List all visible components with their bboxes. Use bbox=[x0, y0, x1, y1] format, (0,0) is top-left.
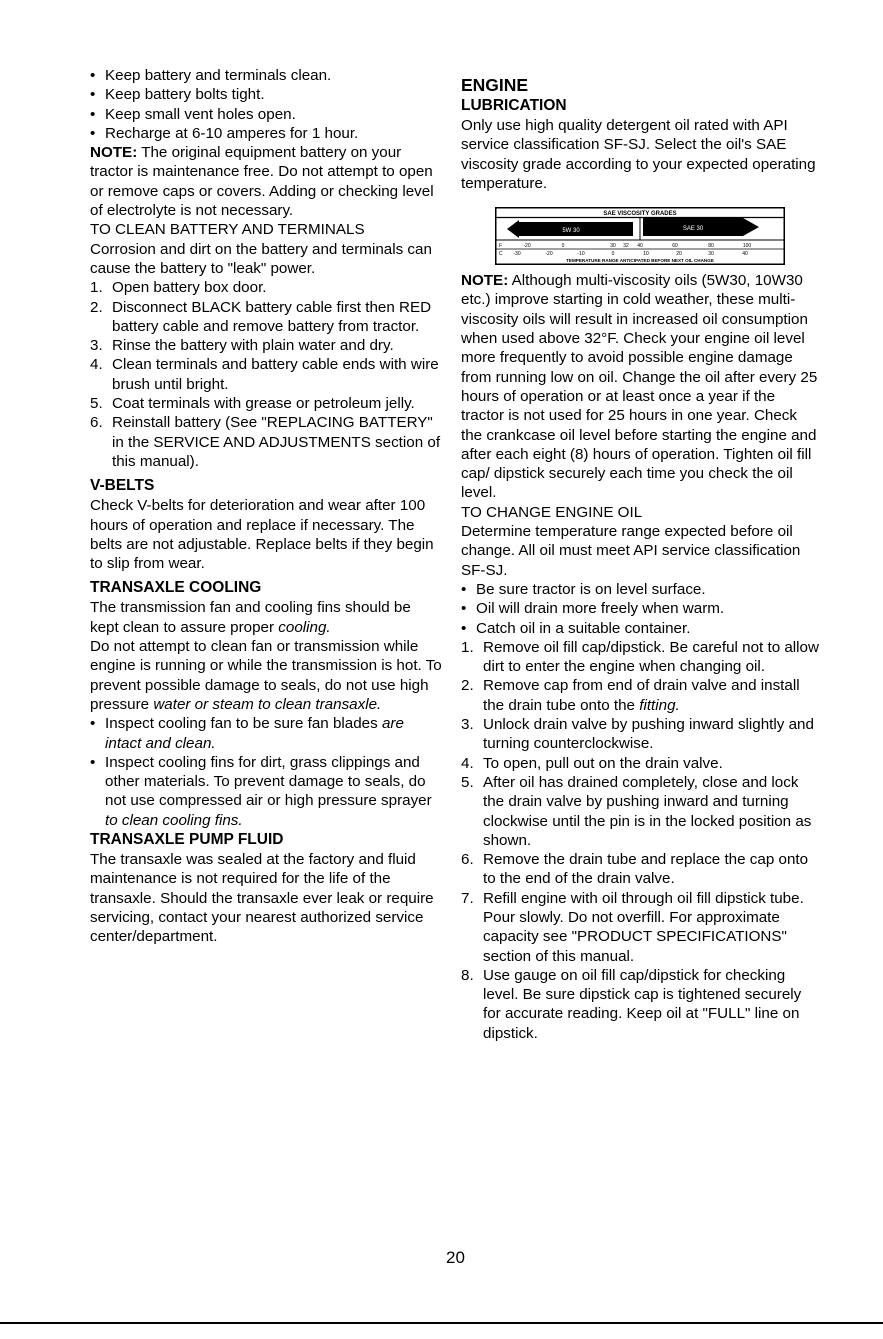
c-tick: 40 bbox=[742, 251, 748, 258]
step-text: Unlock drain valve by pushing inward slightly and turning counterclockwise. bbox=[483, 716, 814, 753]
change-oil-heading: TO CHANGE ENGINE OIL bbox=[461, 503, 643, 521]
list-item bbox=[90, 413, 442, 471]
step-number: 4. bbox=[461, 754, 474, 772]
viscosity-chart-svg bbox=[495, 207, 785, 265]
clean-battery-heading: TO CLEAN BATTERY AND TERMINALS bbox=[90, 221, 365, 239]
f-tick: 80 bbox=[708, 243, 714, 250]
step-text: Reinstall battery (See "REPLACING BATTERY" in the SERVICE AND ADJUSTMENTS section of this manual). bbox=[112, 414, 441, 470]
step-text: After oil has drained completely, close and lock the drain valve by pushing inward and turning clockwise until the pin is in the locked position as shown. bbox=[483, 773, 812, 849]
step-number: 3. bbox=[90, 337, 103, 355]
step-text: Remove the drain tube and replace the cap onto to the end of the drain valve. bbox=[483, 851, 809, 888]
step-number: 7. bbox=[461, 889, 474, 907]
step-number: 5. bbox=[461, 773, 474, 791]
list-item bbox=[461, 638, 821, 677]
c-tick: 0 bbox=[611, 251, 615, 258]
transaxle-cooling-heading: TRANSAXLE COOLING bbox=[90, 579, 262, 597]
c-tick: -20 bbox=[545, 251, 553, 258]
f-tick: -20 bbox=[523, 243, 531, 250]
step-number: 2. bbox=[461, 677, 474, 695]
item-italic: to clean cooling fins. bbox=[105, 811, 243, 829]
step-number: 2. bbox=[90, 298, 103, 316]
grade-label-5w30: 5W 30 bbox=[562, 228, 580, 235]
step-number: 4. bbox=[90, 356, 103, 374]
c-tick: -10 bbox=[577, 251, 585, 258]
f-tick: 100 bbox=[742, 243, 752, 250]
c-scale-label: C bbox=[499, 251, 503, 258]
lubrication-text: Only use high quality detergent oil rated with API service classification SF-SJ. Select the oil's SAE viscosity grade according to your expected operating temperature. bbox=[461, 117, 816, 192]
step-text: Rinse the battery with plain water and dry. bbox=[112, 337, 394, 355]
item-text: Inspect cooling fins for dirt, grass clippings and other materials. To prevent damage to seals, do not use compressed air or high pressure sprayer bbox=[105, 753, 432, 810]
cooling-text-1 bbox=[90, 598, 442, 637]
note-label: NOTE: bbox=[90, 144, 138, 162]
cooling-text-1-main: The transmission fan and cooling fins should be kept clean to assure proper bbox=[90, 599, 411, 636]
list-item bbox=[90, 753, 442, 830]
vbelts-heading: V-BELTS bbox=[90, 477, 155, 495]
list-item bbox=[461, 676, 821, 715]
cooling-text-2-italic: water or steam to clean transaxle. bbox=[153, 695, 382, 713]
clean-battery-steps bbox=[90, 278, 442, 471]
step-text: Remove oil fill cap/dipstick. Be careful not to allow dirt to enter the engine when changing oil. bbox=[483, 638, 819, 676]
cooling-text-2-main: Do not attempt to clean fan or transmission while engine is running or while the transmission is hot. To prevent possible damage to seals, do not use high pressure bbox=[90, 638, 442, 713]
list-item: • Catch oil in a suitable container. bbox=[461, 619, 821, 638]
list-item bbox=[90, 714, 442, 753]
grade-label-sae30: SAE 30 bbox=[682, 226, 704, 233]
pump-fluid-heading: TRANSAXLE PUMP FLUID bbox=[90, 830, 284, 848]
cooling-list bbox=[90, 714, 442, 830]
list-item bbox=[461, 754, 821, 773]
cooling-text-2 bbox=[90, 637, 442, 714]
list-item: • Recharge at 6-10 amperes for 1 hour. bbox=[90, 124, 442, 143]
c-tick: -30 bbox=[513, 251, 521, 258]
list-item bbox=[461, 850, 821, 889]
battery-note bbox=[90, 143, 442, 220]
list-item bbox=[90, 298, 442, 337]
list-item bbox=[90, 355, 442, 394]
step-text: Disconnect BLACK battery cable first then RED battery cable and remove battery from tractor. bbox=[112, 298, 432, 335]
list-item bbox=[90, 336, 442, 355]
item-italic: are intact and clean. bbox=[105, 715, 404, 752]
list-item: • Oil will drain more freely when warm. bbox=[461, 599, 821, 618]
f-scale-label: F bbox=[499, 243, 503, 250]
f-tick: 30 bbox=[610, 243, 616, 250]
step-number: 1. bbox=[461, 638, 474, 656]
lubrication-heading: LUBRICATION bbox=[461, 97, 567, 114]
list-item bbox=[461, 715, 821, 754]
step-number: 6. bbox=[461, 851, 474, 869]
list-item bbox=[461, 889, 821, 966]
f-tick: 40 bbox=[637, 243, 643, 250]
right-column bbox=[461, 66, 821, 1043]
list-item: • Be sure tractor is on level surface. bbox=[461, 580, 821, 599]
f-tick: 32 bbox=[623, 243, 629, 250]
list-item bbox=[90, 394, 442, 413]
step-text: Use gauge on oil fill cap/dipstick for checking level. Be sure dipstick cap is tightened securely for accurate reading. Keep oil at "FULL" line on dipstick. bbox=[483, 966, 802, 1042]
engine-heading: ENGINE bbox=[461, 75, 529, 95]
chart-title: SAE VISCOSITY GRADES bbox=[603, 211, 677, 218]
step-number: 1. bbox=[90, 279, 103, 297]
c-tick: 20 bbox=[676, 251, 682, 258]
step-text: To open, pull out on the drain valve. bbox=[483, 754, 723, 772]
change-oil-bullets bbox=[461, 580, 821, 638]
step-number: 3. bbox=[461, 716, 474, 734]
list-item: • Keep small vent holes open. bbox=[90, 105, 442, 124]
list-item: • Keep battery bolts tight. bbox=[90, 85, 442, 104]
step-text: Open battery box door. bbox=[112, 279, 267, 297]
step-text: Coat terminals with grease or petroleum jelly. bbox=[112, 395, 415, 413]
step-text: Clean terminals and battery cable ends with wire brush until bright. bbox=[112, 356, 439, 393]
list-item bbox=[90, 278, 442, 297]
chart-caption: TEMPERATURE RANGE ANTICIPATED BEFORE NEXT OIL CHANGE bbox=[566, 258, 714, 264]
note-label: NOTE: bbox=[461, 272, 509, 290]
bottom-rule bbox=[0, 1322, 883, 1324]
list-item: • Keep battery and terminals clean. bbox=[90, 66, 442, 85]
f-tick: 0 bbox=[561, 243, 565, 250]
step-number: 8. bbox=[461, 966, 474, 984]
viscosity-chart bbox=[495, 207, 785, 265]
cooling-text-1-italic: cooling. bbox=[278, 618, 331, 636]
battery-care-list bbox=[90, 66, 442, 143]
step-text: Remove cap from end of drain valve and install the drain tube onto the bbox=[483, 677, 800, 714]
f-tick: 60 bbox=[672, 243, 678, 250]
clean-battery-intro: Corrosion and dirt on the battery and terminals can cause the battery to "leak" power. bbox=[90, 240, 432, 277]
step-number: 5. bbox=[90, 395, 103, 413]
page-number: 20 bbox=[446, 1248, 465, 1267]
multi-viscosity-note bbox=[461, 271, 821, 503]
step-italic: fitting. bbox=[639, 696, 680, 714]
step-number: 6. bbox=[90, 414, 103, 432]
step-text: Refill engine with oil through oil fill dipstick tube. Pour slowly. Do not overfill. For approximate capacity see "PRODUCT SPECIFICATIONS" section of this manual. bbox=[483, 889, 804, 965]
change-oil-intro: Determine temperature range expected before oil change. All oil must meet API service classification SF-SJ. bbox=[461, 523, 801, 579]
list-item bbox=[461, 966, 821, 1043]
list-item bbox=[461, 773, 821, 850]
change-oil-steps bbox=[461, 638, 821, 1043]
pump-fluid-text: The transaxle was sealed at the factory and fluid maintenance is not required for the life of the transaxle. Should the transaxle ever leak or require servicing, contact your nearest authorized service center/department. bbox=[90, 850, 434, 946]
left-column bbox=[90, 66, 442, 946]
note-text: Although multi-viscosity oils (5W30, 10W30 etc.) improve starting in cold weather, these multi-viscosity oils will result in increased oil consumption when used above 32°F. Check your engine oil level more frequently to avoid possible engine damage from running low on oil. Change the oil after every 25 hours of operation or at least once a year if the tractor is not used for 25 hours in one year. Check the crankcase oil level before starting the engine and after each eight (8) hours of operation. Tighten oil fill cap/ dipstick securely each time you check the oil level. bbox=[461, 272, 818, 502]
note-text: The original equipment battery on your tractor is maintenance free. Do not attempt to open or remove caps or covers. Adding or checking level of electrolyte is not necessary. bbox=[90, 144, 434, 220]
c-tick: 10 bbox=[643, 251, 649, 258]
item-text: Inspect cooling fan to be sure fan blades bbox=[105, 715, 378, 733]
vbelts-text: Check V-belts for deterioration and wear after 100 hours of operation and replace if necessary. The belts are not adjustable. Replace belts if they begin to slip from wear. bbox=[90, 497, 434, 573]
c-tick: 30 bbox=[708, 251, 714, 258]
